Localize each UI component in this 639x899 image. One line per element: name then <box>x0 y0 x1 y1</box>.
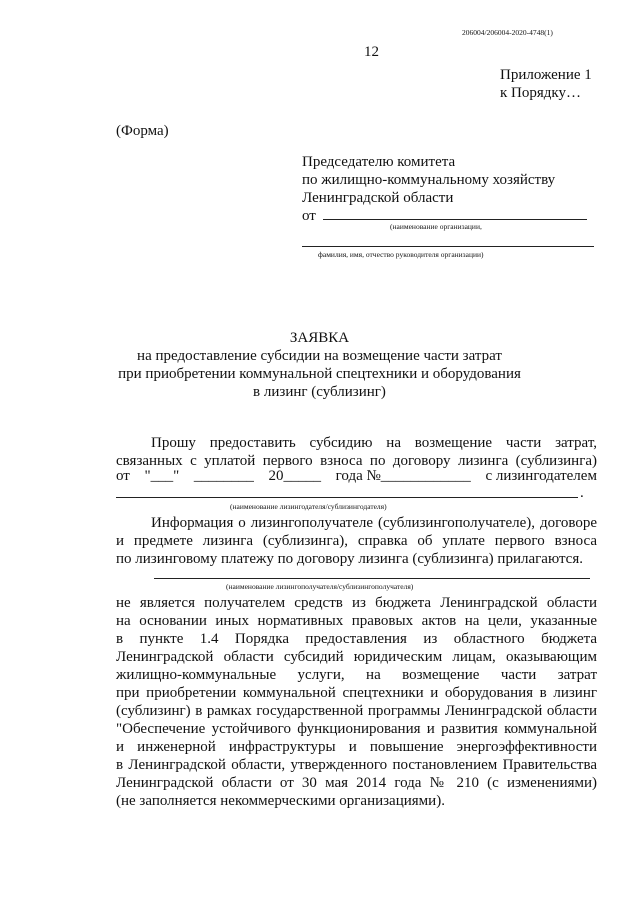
lessor-name-hint: (наименование лизингодателя/сублизингодателя) <box>230 502 387 511</box>
statement-last-line: (не заполняется некоммерческими организациями). <box>116 793 445 809</box>
lessor-name-blank-line <box>116 497 578 498</box>
statement-line-10: в Ленинградской области, утвержденного постановлением Правительства <box>116 757 597 773</box>
request-year-blank: 20_____ <box>268 468 321 484</box>
statement-line-9: и инженерной инфраструктуры и повышение энергоэффективности <box>116 739 597 755</box>
head-name-blank-line <box>302 246 594 247</box>
form-label: (Форма) <box>116 123 169 139</box>
request-lessor-label: с лизингодателем <box>485 468 597 484</box>
application-subtitle-1: на предоставление субсидии на возмещение части затрат <box>137 348 502 364</box>
statement-line-5: жилищно-коммунальные услуги, на возмещение части затрат <box>116 667 597 683</box>
request-end-period: . <box>580 485 584 501</box>
statement-line-3: в пункте 1.4 Порядка предоставления из областного бюджета <box>116 631 597 647</box>
page-number: 12 <box>364 44 379 60</box>
org-name-hint: (наименование организации, <box>390 222 482 231</box>
lessee-name-blank-line <box>154 578 590 579</box>
application-subtitle-3: в лизинг (сублизинг) <box>253 384 386 400</box>
info-line-1: Информация о лизингополучателе (сублизингополучателе), договоре <box>151 515 597 531</box>
application-title: ЗАЯВКА <box>289 330 350 346</box>
request-line-3 <box>116 468 597 485</box>
statement-line-4: Ленинградской области субсидий юридическим лицам, оказывающим <box>116 649 597 665</box>
info-line-2: и предмете лизинга (сублизинга), справка об уплате первого взноса <box>116 533 597 549</box>
head-name-hint: фамилия, имя, отчество руководителя организации) <box>318 250 484 259</box>
statement-line-11: Ленинградской области от 30 мая 2014 года № 210 (с изменениями) <box>116 775 597 791</box>
from-prefix: от <box>302 208 316 224</box>
request-number-blank: года №____________ <box>335 468 471 484</box>
statement-line-1: не является получателем средств из бюджета Ленинградской области <box>116 595 597 611</box>
request-line-2: связанных с уплатой первого взноса по договору лизинга (сублизинга) <box>116 453 597 469</box>
org-name-blank-line <box>323 219 587 220</box>
request-line-1: Прошу предоставить субсидию на возмещение части затрат, <box>151 435 597 451</box>
addressee-line-2: по жилищно-коммунальному хозяйству <box>302 172 556 188</box>
info-line-3: по лизинговому платежу по договору лизинга (сублизинга) прилагаются. <box>116 551 583 567</box>
statement-line-8: "Обеспечение устойчивого функционирования и развития коммунальной <box>116 721 597 737</box>
appendix-reference: к Порядку… <box>500 85 581 101</box>
application-subtitle-2: при приобретении коммунальной спецтехники и оборудования <box>118 366 521 382</box>
statement-line-6: при приобретении коммунальной спецтехники и оборудования в лизинг <box>116 685 597 701</box>
request-day-blank: "___" <box>144 468 180 484</box>
addressee-line-3: Ленинградской области <box>302 190 454 206</box>
addressee-line-1: Председателю комитета <box>302 154 456 170</box>
lessee-name-hint: (наименование лизингополучателя/сублизингополучателя) <box>226 582 414 591</box>
request-from-label: от <box>116 468 130 484</box>
request-month-blank: ________ <box>193 468 254 484</box>
document-code: 206004/206004-2020-4748(1) <box>462 28 553 37</box>
statement-line-7: (сублизинг) в рамках государственной программы Ленинградской области <box>116 703 597 719</box>
appendix-title: Приложение 1 <box>500 67 592 83</box>
statement-line-2: на основании иных нормативных правовых актов на цели, указанные <box>116 613 597 629</box>
